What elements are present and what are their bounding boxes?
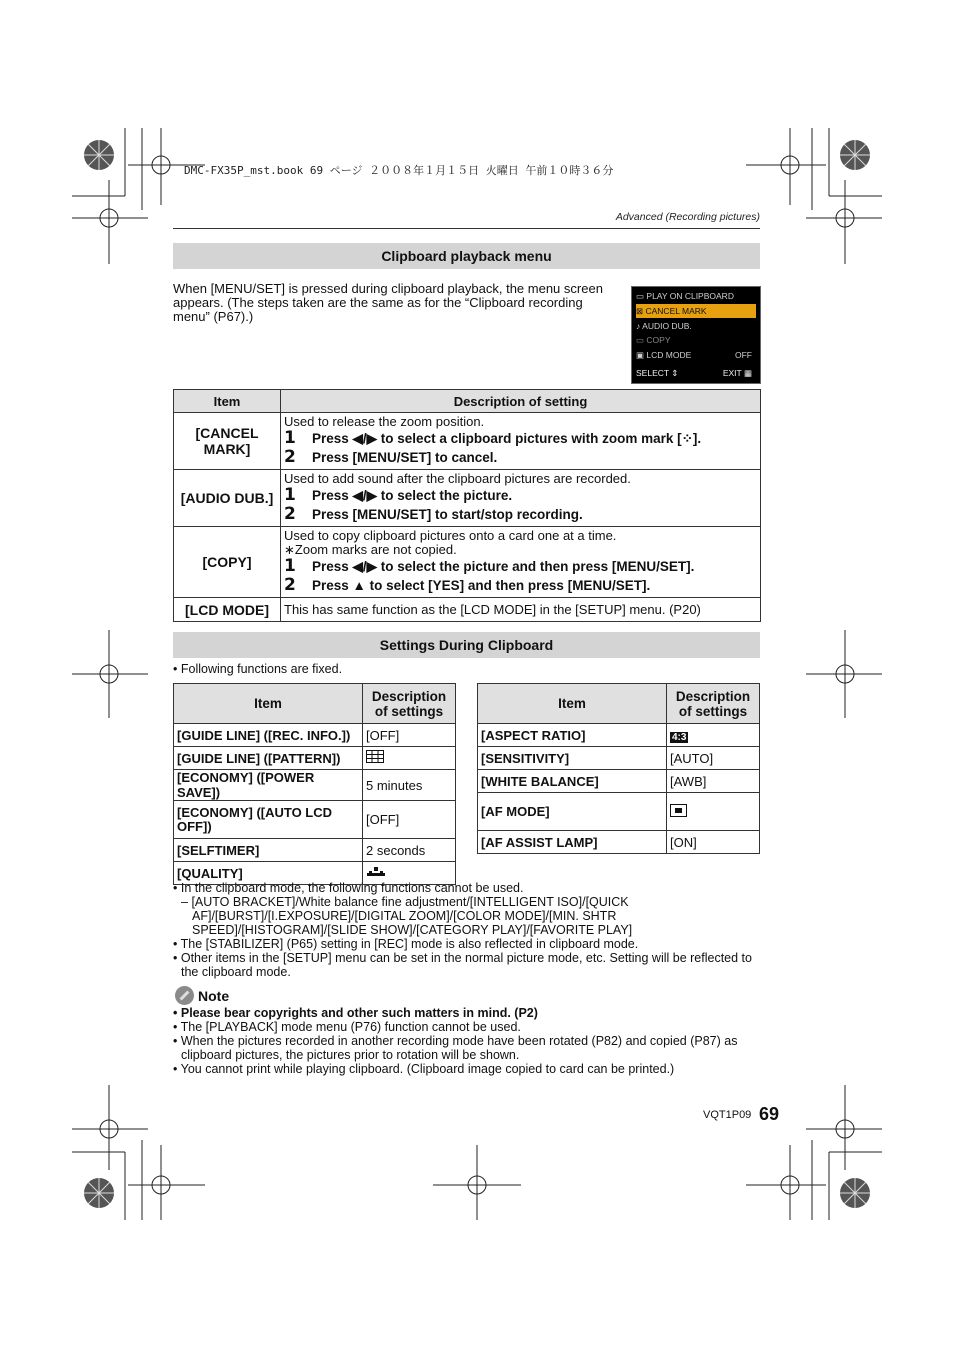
step — [284, 576, 757, 595]
screen-lcd-value: OFF — [735, 350, 752, 360]
setting-name: [SENSITIVITY] — [478, 747, 667, 770]
setting-value: [ON] — [667, 831, 760, 854]
print-header: DMC-FX35P_mst.book 69 ページ ２００８年１月１５日 火曜日 午前１０時３６分 — [184, 164, 614, 177]
setting-name: [AF MODE] — [478, 793, 667, 831]
setting-name: [SELFTIMER] — [174, 839, 363, 862]
section-title-settings-during-clipboard: Settings During Clipboard — [173, 632, 760, 658]
note-bullets — [173, 1006, 763, 1076]
screen-item-copy: ▭ COPY — [636, 335, 671, 345]
step-text: Press ▲ to select [YES] and then press [MENU/SET]. — [312, 578, 651, 593]
step — [284, 486, 757, 505]
screen-item-audio-dub: ♪ AUDIO DUB. — [636, 321, 692, 331]
description-text: This has same function as the [LCD MODE] in the [SETUP] menu. (P20) — [284, 602, 701, 617]
note-heading — [175, 986, 229, 1005]
copy-icon: ▭ — [636, 335, 647, 345]
step-text: Press ◀/▶ to select a clipboard pictures with zoom mark [⁘]. — [312, 431, 702, 446]
setting-name: [GUIDE LINE] ([REC. INFO.]) — [174, 724, 363, 747]
description-note: ∗Zoom marks are not copied. — [284, 542, 457, 557]
page-number: 69 — [759, 1104, 780, 1124]
setting-name: [GUIDE LINE] ([PATTERN]) — [174, 747, 363, 770]
table-row — [174, 770, 456, 801]
header-item: Item — [174, 684, 363, 724]
standard-quality-icon — [366, 866, 386, 878]
list-item: • Please bear copyrights and other such matters in mind. (P2) — [173, 1006, 538, 1020]
setting-value: [AWB] — [667, 770, 760, 793]
list-item: • In the clipboard mode, the following functions cannot be used. — [173, 881, 524, 895]
af-1-area-icon — [670, 804, 687, 817]
restriction-bullets — [173, 881, 763, 979]
step-text: Press [MENU/SET] to cancel. — [312, 450, 498, 465]
step-number: 2 — [284, 447, 296, 467]
table-row — [174, 527, 761, 598]
description-text: Used to release the zoom position. — [284, 414, 485, 429]
fixed-settings-table-left — [173, 683, 456, 885]
step-text: Press ◀/▶ to select the picture. — [312, 488, 513, 503]
step-number: 2 — [284, 575, 296, 595]
setting-value: [OFF] — [363, 724, 456, 747]
clipboard-icon: ▭ — [636, 291, 647, 301]
setting-value — [363, 747, 456, 770]
step-text: Press [MENU/SET] to start/stop recording. — [312, 507, 583, 522]
table-row — [478, 747, 760, 770]
list-item: • Other items in the [SETUP] menu can be set in the normal picture mode, etc. Setting will be reflected to the clipboard mode. — [173, 951, 752, 979]
table-row — [174, 470, 761, 527]
fixed-note: • Following functions are fixed. — [173, 662, 343, 676]
table-row — [174, 724, 456, 747]
screen-title: ▭ PLAY ON CLIPBOARD — [636, 291, 734, 301]
table-row — [174, 413, 761, 470]
setting-name: [AF ASSIST LAMP] — [478, 831, 667, 854]
step-text: Press ◀/▶ to select the picture and then press [MENU/SET]. — [312, 559, 695, 574]
table-row — [478, 724, 760, 747]
item-copy: [COPY] — [174, 527, 281, 598]
header-rule — [173, 228, 760, 229]
setting-name: [ASPECT RATIO] — [478, 724, 667, 747]
list-item: – [AUTO BRACKET]/White balance fine adjustment/[INTELLIGENT ISO]/[QUICK AF]/[BURST]/[I.EXPOSURE]/[DIGITAL ZOOM]/[COLOR MODE]/[MIN. SHTR SPEED]/[HISTOGRAM]/[SLIDE SHOW]/[CATEGORY PLAY]/[FAVORITE PLAY] — [181, 895, 633, 937]
updown-icon: ⇕ — [671, 368, 679, 378]
screen-footer — [636, 366, 756, 380]
description-text: Used to add sound after the clipboard pictures are recorded. — [284, 471, 631, 486]
item-audio-dub: [AUDIO DUB.] — [174, 470, 281, 527]
step-number: 1 — [284, 556, 296, 576]
description-cell — [281, 527, 761, 598]
screen-select-label: SELECT — [636, 368, 669, 378]
step-number: 1 — [284, 485, 296, 505]
list-item: • The [PLAYBACK] mode menu (P76) function cannot be used. — [173, 1020, 521, 1034]
description-cell — [281, 413, 761, 470]
fixed-settings-table-right — [477, 683, 760, 854]
setting-value: 5 minutes — [363, 770, 456, 801]
description-cell — [281, 598, 761, 622]
intro-paragraph: When [MENU/SET] is pressed during clipboard playback, the menu screen appears. (The steps taken are the same as for the “Clipboard recording menu” (P67).) — [173, 281, 603, 324]
list-item: • You cannot print while playing clipboard. (Clipboard image copied to card can be printed.) — [173, 1062, 675, 1076]
pencil-note-icon — [175, 986, 194, 1005]
table-row — [478, 793, 760, 831]
model-code: VQT1P09 — [703, 1109, 752, 1121]
setting-name: [ECONOMY] ([AUTO LCD OFF]) — [174, 801, 363, 839]
running-head: Advanced (Recording pictures) — [615, 211, 760, 223]
setting-name: [ECONOMY] ([POWER SAVE]) — [174, 770, 363, 801]
setting-name: [WHITE BALANCE] — [478, 770, 667, 793]
setting-value — [667, 724, 760, 747]
menu-screen-image — [631, 286, 761, 384]
note-title: Note — [198, 987, 230, 1004]
clipboard-playback-menu-table — [173, 389, 761, 622]
lcd-icon: ▣ — [636, 350, 647, 360]
table-row — [174, 839, 456, 862]
header-item: Item — [174, 390, 281, 413]
step — [284, 557, 757, 576]
table-row — [174, 801, 456, 839]
menu-icon: ▦ — [743, 368, 752, 378]
section-title-clipboard-playback: Clipboard playback menu — [173, 243, 760, 269]
screen-item-lcd-mode: ▣ LCD MODE OFF — [636, 350, 752, 360]
aspect-ratio-icon: 4:3 — [672, 731, 687, 743]
step — [284, 429, 757, 448]
screen-item-cancel-mark: ⊠ CANCEL MARK — [636, 304, 756, 318]
table-row — [174, 598, 761, 622]
setting-name: [QUALITY] — [174, 862, 363, 885]
description-cell — [281, 470, 761, 527]
cancel-mark-icon: ⊠ — [636, 306, 646, 316]
setting-value: [OFF] — [363, 801, 456, 839]
step-number: 2 — [284, 504, 296, 524]
item-cancel-mark: [CANCEL MARK] — [174, 413, 281, 470]
header-item: Item — [478, 684, 667, 724]
header-description: Description of setting — [281, 390, 761, 413]
header-description: Description of settings — [667, 684, 760, 724]
description-text: Used to copy clipboard pictures onto a card one at a time. — [284, 528, 617, 543]
item-lcd-mode: [LCD MODE] — [174, 598, 281, 622]
screen-exit-label: EXIT — [722, 368, 742, 378]
grid-pattern-icon — [366, 750, 384, 763]
table-row — [174, 747, 456, 770]
header-description: Description of settings — [363, 684, 456, 724]
table-row — [478, 770, 760, 793]
list-item: • When the pictures recorded in another recording mode have been rotated (P82) and copied (P87) as clipboard pictures, the pictures prior to rotation will be shown. — [173, 1034, 738, 1062]
step — [284, 448, 757, 467]
setting-value: [AUTO] — [667, 747, 760, 770]
list-item: • The [STABILIZER] (P65) setting in [REC] mode is also reflected in clipboard mode. — [173, 937, 639, 951]
step — [284, 505, 757, 524]
table-row — [478, 831, 760, 854]
step-number: 1 — [284, 428, 296, 448]
microphone-icon: ♪ — [636, 321, 643, 331]
setting-value — [667, 793, 760, 831]
setting-value: 2 seconds — [363, 839, 456, 862]
